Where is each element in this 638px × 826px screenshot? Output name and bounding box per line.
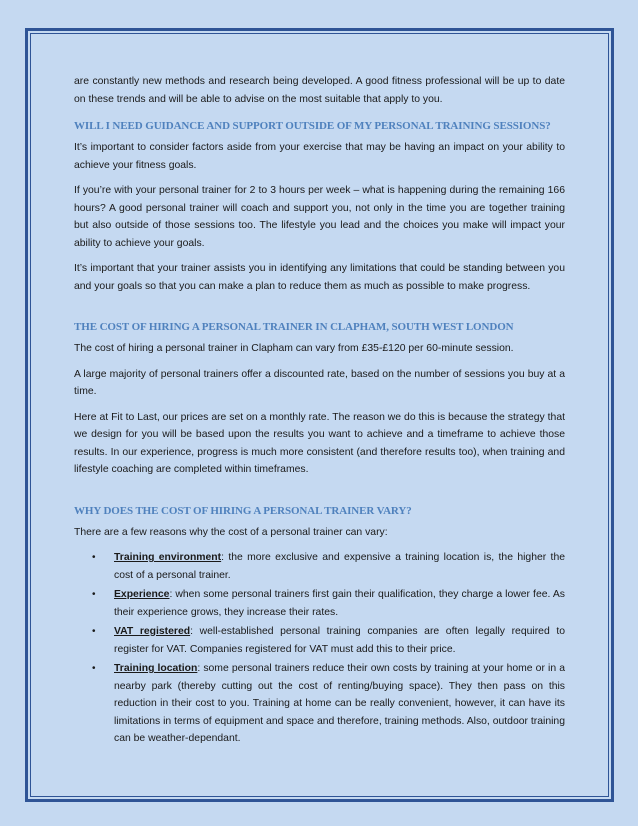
bullet-icon: • <box>92 589 96 600</box>
cost-paragraph-2: A large majority of personal trainers offer a discounted rate, based on the number of sessions you buy at a time. <box>74 368 565 397</box>
list-item-term: Training environment <box>114 552 222 563</box>
list-item <box>92 623 566 658</box>
list-item-term: Training location <box>114 663 198 674</box>
list-item <box>92 586 565 621</box>
list-item-text: : when some personal trainers first gain their qualification, they charge a lower fee. As their experience grows, they increase their rates. <box>114 589 565 618</box>
heading-guidance: WILL I NEED GUIDANCE AND SUPPORT OUTSIDE OF MY PERSONAL TRAINING SESSIONS? <box>74 120 551 132</box>
list-item-text: : well-established personal training companies are often legally required to register for VAT. Companies registered for VAT must add this to their price. <box>114 626 566 655</box>
list-item <box>92 660 565 748</box>
bullet-icon: • <box>92 552 96 563</box>
heading-cost: THE COST OF HIRING A PERSONAL TRAINER IN CLAPHAM, SOUTH WEST LONDON <box>74 321 514 333</box>
guidance-paragraph-1: It’s important to consider factors aside from your exercise that may be having an impact on your ability to achieve your fitness goals. <box>74 142 565 171</box>
list-item-text: : the more exclusive and expensive a training location is, the higher the cost of a personal trainer. <box>114 552 566 581</box>
guidance-paragraph-2: If you’re with your personal trainer for 2 to 3 hours per week – what is happening during the remaining 166 hours? A good personal trainer will coach and support you, not only in the time you are together training but also outside of those sessions too. The lifestyle you lead and the choices you make will impact your ability to achieve your goals. <box>74 185 565 249</box>
cost-paragraph-3: Here at Fit to Last, our prices are set on a monthly rate. The reason we do this is because the strategy that we design for you will be based upon the results you want to achieve and a timeframe to achieve those results. In our experience, progress is much more consistent (and therefore results too), when training and lifestyle coaching are completed within timeframes. <box>74 411 565 475</box>
bullet-icon: • <box>92 626 96 637</box>
reasons-list <box>74 549 565 748</box>
cost-paragraph-1: The cost of hiring a personal trainer in Clapham can vary from £35-£120 per 60-minute session. <box>74 343 514 354</box>
list-item-term: Experience <box>114 589 170 600</box>
guidance-paragraph-3: It’s important that your trainer assists you in identifying any limitations that could be standing between you and your goals so that you can make a plan to reduce them as much as possible to make progress. <box>74 263 565 292</box>
document-body <box>74 73 565 750</box>
heading-vary: WHY DOES THE COST OF HIRING A PERSONAL TRAINER VARY? <box>74 504 412 517</box>
intro-paragraph: are constantly new methods and research being developed. A good fitness professional will be up to date on these trends and will be able to advise on the most suitable that apply to you. <box>74 76 565 105</box>
vary-intro: There are a few reasons why the cost of a personal trainer can vary: <box>74 526 388 538</box>
list-item-term: VAT registered <box>114 626 191 637</box>
bullet-icon: • <box>92 663 96 674</box>
list-item-text: : some personal trainers reduce their own costs by training at your home or in a nearby park (thereby cutting out the cost of renting/buying space). They then pass on this reduction in their cost to you. Training at home can be really convenient, however, it can have its limitations in terms of equipment and space and therefore, training methods. Also, outdoor training can be weather-dependant. <box>114 663 565 744</box>
list-item <box>92 549 566 584</box>
